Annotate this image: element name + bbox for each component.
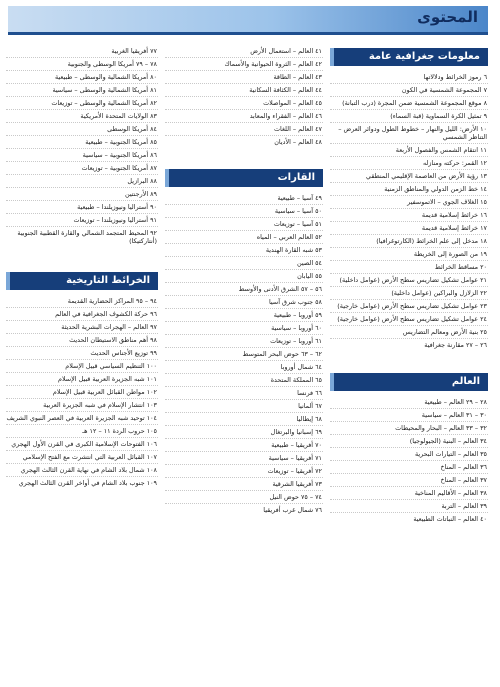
toc-entry: ٤٧ العالم – اللغات [165,124,323,136]
toc-entry: ٣٠ – ٣١ العالم – سياسية [330,410,488,422]
toc-list-general-geography [330,72,488,351]
toc-entry: ٨٨ البرازيل [6,176,158,188]
toc-entry: ٣٤ العالم – البنية (الجيولوجيا) [330,436,488,448]
toc-entry: ٩٢ المحيط المتجمد الشمالي والقارة القطبية الجنوبية (أنتاركتيكا) [17,229,157,245]
toc-entry: ٦٨ إيطاليا [165,414,323,426]
toc-entry: ٤١ العالم – استعمال الأرض [165,46,323,58]
toc-entry: ١٠٦ الفتوحات الإسلامية الكبرى في القرن الأول الهجري [6,439,158,451]
toc-entry: ٨٥ أمريكا الجنوبية – طبيعية [6,137,158,149]
toc-entry: ٨١ أمريكا الشمالية والوسطى – سياسية [6,85,158,97]
toc-entry: ٩٨ أهم مناطق الاستيطان الحديث [6,335,158,347]
toc-entry: ٧٠ أفريقيا – طبيعية [165,440,323,452]
section-header-general-geography: معلومات جغرافية عامة [330,48,488,66]
toc-entry: ٧٧ أفريقيا الغربية [6,46,158,58]
toc-entry: ٤٤ العالم – الكثافة السكانية [165,85,323,97]
toc-entry: ٥١ آسيا – توزيعات [165,219,323,231]
toc-entry: ١٠٠ التنظيم السياسي قبيل الإسلام [6,361,158,373]
toc-entry: ١٢ القمر: حركته ومنازله [330,158,488,170]
toc-entry: ٨٩ الأرجنتين [6,189,158,201]
toc-entry: ٢٣ عوامل تشكيل تضاريس سطح الأرض (عوامل خارجية) [330,301,488,313]
toc-list-continents-continued [6,46,158,247]
toc-entry: ٤٨ العالم – الأديان [274,138,322,146]
toc-entry: ١٤ خط الزمن الدولي والمناطق الزمنية [330,184,488,196]
toc-entry: ٧٨ – ٧٩ أمريكا الوسطى والجنوبية [6,59,158,71]
toc-entry: ٤٦ العالم – الفقراء والمعابد [165,111,323,123]
toc-entry: ٩٦ حركة الكشوف الجغرافية في العالم [6,309,158,321]
toc-entry: ٧ المجموعة الشمسية في الكون [330,85,488,97]
middle-column [165,46,323,517]
toc-entry: ٦ رموز الخرائط ودلالاتها [330,72,488,84]
toc-entry: ٣٧ العالم – المناخ [330,475,488,487]
toc-entry: ٥٣ شبه القارة الهندية [165,245,323,257]
toc-entry: ٩ تمثيل الكرة السماوية (قبة السماء) [330,111,488,123]
toc-entry: ٩٠ أستراليا ونيوزيلندا – طبيعية [6,202,158,214]
right-column [330,46,488,526]
left-column [6,46,158,490]
section-header-historical-maps: الخرائط التاريخية [6,272,158,290]
toc-entry: ٦٢ – ٦٣ حوض البحر المتوسط [165,349,323,361]
toc-entry: ٥٢ العالم العربي – المياه [165,232,323,244]
toc-entry: ٨ موقع المجموعة الشمسية ضمن المجرة (درب التبانة) [330,98,488,110]
toc-entry: ٨٢ أمريكا الشمالية والوسطى – توزيعات [6,98,158,110]
toc-entry: ٧١ أفريقيا – سياسية [165,453,323,465]
toc-entry: ٧٤ – ٧٥ حوض النيل [165,492,323,504]
toc-entry: ١٩ من الصورة إلى الخريطة [330,249,488,261]
toc-entry: ٢٦ – ٢٧ مقارنة جغرافية [424,341,487,349]
toc-entry: ٥٥ اليابان [165,271,323,283]
section-header-world: العالم [330,373,488,391]
toc-entry: ٣٥ العالم – التيارات البحرية [330,449,488,461]
toc-entry: ٨٣ الولايات المتحدة الأمريكية [6,111,158,123]
toc-entry: ٨٧ أمريكا الجنوبية – توزيعات [6,163,158,175]
toc-entry: ٨٤ أمريكا الوسطى [6,124,158,136]
toc-entry: ١١ انتقام الشمس والفصول الأربعة [330,145,488,157]
toc-entry: ٣٢ – ٣٣ العالم – البحار والمحيطات [330,423,488,435]
toc-entry: ١٠٤ توحيد شبه الجزيرة العربية في العصر النبوي الشريف [6,413,158,425]
toc-entry: ٢٤ عوامل تشكيل تضاريس سطح الأرض (عوامل خارجية) [330,314,488,326]
toc-entry: ١٨ مدخل إلى علم الخرائط (الكارتوغرافيا) [330,236,488,248]
toc-entry: ٣٩ العالم – التربة [330,501,488,513]
toc-entry: ٤٥ العالم – المواصلات [165,98,323,110]
toc-entry: ٤٣ العالم – الطاقة [165,72,323,84]
toc-entry: ١٠٢ مواطن القبائل العربية قبيل الإسلام [6,387,158,399]
toc-entry: ٥٩ أوروبا – طبيعية [165,310,323,322]
toc-entry: ٦٤ شمال أوروبا [165,362,323,374]
toc-entry: ٦١ أوروبا – توزيعات [165,336,323,348]
section-header-continents: القارات [165,169,323,187]
toc-entry: ٦٧ ألمانيا [165,401,323,413]
toc-entry: ١٠٣ انتشار الإسلام في شبه الجزيرة العربية [6,400,158,412]
toc-entry: ٤٩ آسيا – طبيعية [165,193,323,205]
toc-entry: ٦٦ فرنسا [165,388,323,400]
section-gap [6,248,158,270]
toc-entry: ٢٨ – ٢٩ العالم – طبيعية [330,397,488,409]
toc-entry: ١٣ رؤية الأرض من العاصمة الإقليمي المنطقي [330,171,488,183]
toc-entry: ٢٢ الزلازل والبراكين (عوامل داخلية) [330,288,488,300]
toc-entry: ٥٤ الصين [165,258,323,270]
toc-entry: ١٠٨ شمال بلاد الشام في نهاية القرن الثالث الهجري [6,465,158,477]
toc-entry: ٥٨ جنوب شرق آسيا [165,297,323,309]
section-gap [330,352,488,371]
toc-list-historical-maps [6,296,158,489]
toc-entry: ٣٨ العالم – الأقاليم المناخية [330,488,488,500]
toc-entry: ٢٥ بنية الأرض ومعالم التضاريس [330,327,488,339]
toc-entry: ٥٠ آسيا – سياسية [165,206,323,218]
toc-entry: ٧٣ أفريقيا الشرقية [165,479,323,491]
toc-entry: ١٧ خرائط إسلامية قديمة [330,223,488,235]
toc-entry: ٢٠ مساقط الخرائط [330,262,488,274]
toc-entry: ٩٤ – ٩٥ المراكز الحضارية القديمة [6,296,158,308]
toc-entry: ٤٢ العالم – الثروة الحيوانية والأسماك [165,59,323,71]
page-title: المحتوى [417,8,478,26]
toc-entry: ٦٠ أوروبا – سياسية [165,323,323,335]
toc-entry: ١٥ الغلاف الجوي – الاتموسفير [330,197,488,209]
toc-entry: ٩١ أستراليا ونيوزيلندا – توزيعات [6,215,158,227]
toc-entry: ١٠٥ حروب الردة ١١ – ١٢ هـ [6,426,158,438]
toc-entry: ٨٦ أمريكا الجنوبية – سياسية [6,150,158,162]
toc-entry: ١٦ خرائط إسلامية قديمة [330,210,488,222]
toc-entry: ٦٥ المملكة المتحدة [165,375,323,387]
toc-entry: ٥٦ – ٥٧ الشرق الأدنى والأوسط [165,284,323,296]
header-band [8,6,488,35]
toc-entry: ٧٢ أفريقيا – توزيعات [165,466,323,478]
toc-entry: ٦٩ إسبانيا والبرتغال [165,427,323,439]
toc-entry: ١٠١ شبه الجزيرة العربية قبيل الإسلام [6,374,158,386]
section-gap [165,149,323,167]
toc-entry: ٩٩ توزيع الأجناس الحديث [6,348,158,360]
toc-entry: ١٠٩ جنوب بلاد الشام في أواخر القرن الثالث الهجري [18,479,157,487]
toc-entry: ٧٦ شمال غرب أفريقيا [263,506,322,514]
toc-list-continents [165,193,323,516]
toc-list-world-continued [165,46,323,148]
toc-entry: ٨٠ أمريكا الشمالية والوسطى – طبيعية [6,72,158,84]
toc-entry: ٣٦ العالم – المناخ [330,462,488,474]
toc-entry: ١٠٧ القبائل العربية التي انتشرت مع الفتح الإسلامي [6,452,158,464]
toc-list-world [330,397,488,525]
toc-entry: ٤٠ العالم – النباتات الطبيعية [413,515,487,523]
toc-entry: ٩٧ العالم – الهجرات البشرية الحديثة [6,322,158,334]
toc-entry: ١٠ الأرض: الليل والنهار – خطوط الطول ودوائر العرض – التناظر الشمسي [330,124,488,144]
toc-entry: ٢١ عوامل تشكيل تضاريس سطح الأرض (عوامل داخلية) [330,275,488,287]
